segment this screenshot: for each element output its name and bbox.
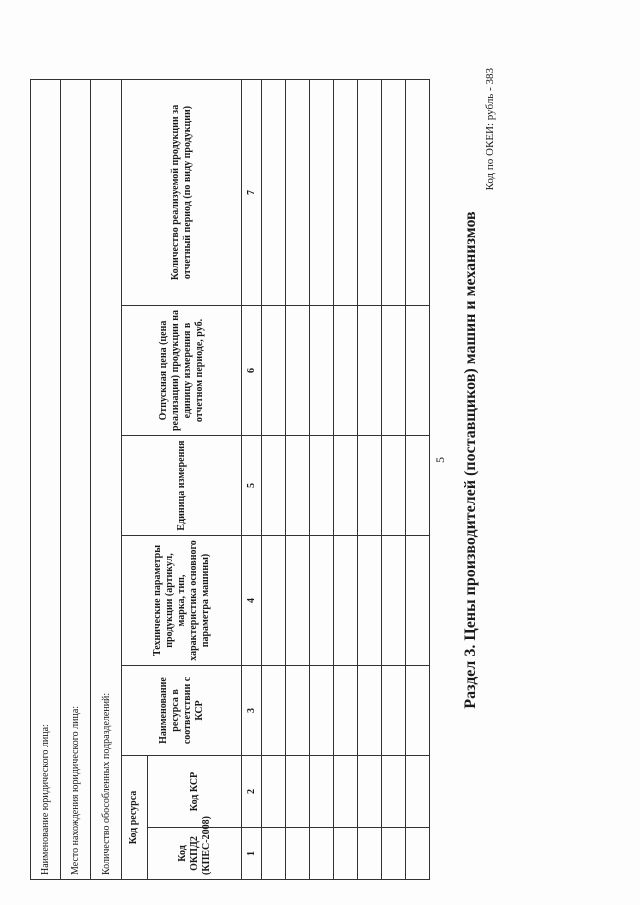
data-cell[interactable] [358, 79, 382, 305]
column-number: 4 [242, 536, 262, 666]
resource-name-header: Наименование ресурса в соответствии с КСР [121, 666, 242, 756]
data-cell[interactable] [358, 436, 382, 536]
column-number: 2 [242, 756, 262, 828]
rotated-sheet [30, 30, 590, 890]
data-cell[interactable] [262, 536, 286, 666]
data-cell[interactable] [310, 756, 334, 828]
data-row [358, 79, 382, 879]
resource-code-group-header: Код ресурса [121, 756, 147, 880]
data-cell[interactable] [405, 828, 429, 880]
data-cell[interactable] [286, 536, 310, 666]
data-cell[interactable] [381, 306, 405, 436]
okei-unit-code: Код по ОКЕИ: рубль - 383 [484, 68, 496, 191]
column-number: 7 [242, 79, 262, 305]
location-label: Место нахождения юридического лица: [61, 79, 91, 879]
data-row [286, 79, 310, 879]
data-cell[interactable] [262, 666, 286, 756]
price-form-table [30, 79, 430, 880]
tech-params-header: Технические параметры продукции (артикул, марка, тип, характеристика основного параметра машины) [121, 536, 242, 666]
data-cell[interactable] [405, 666, 429, 756]
data-cell[interactable] [310, 536, 334, 666]
data-cell[interactable] [334, 756, 358, 828]
data-cell[interactable] [334, 536, 358, 666]
branches-label: Количество обособленных подразделений: [91, 79, 121, 879]
data-row [334, 79, 358, 879]
data-cell[interactable] [310, 666, 334, 756]
page-number: 5 [433, 457, 447, 463]
info-row-branches [91, 79, 121, 879]
data-cell[interactable] [310, 436, 334, 536]
legal-name-label: Наименование юридического лица: [31, 79, 61, 879]
data-row [381, 79, 405, 879]
data-cell[interactable] [286, 828, 310, 880]
data-cell[interactable] [381, 828, 405, 880]
data-cell[interactable] [381, 536, 405, 666]
data-cell[interactable] [358, 666, 382, 756]
data-cell[interactable] [358, 306, 382, 436]
data-cell[interactable] [381, 436, 405, 536]
column-number: 6 [242, 306, 262, 436]
data-cell[interactable] [405, 79, 429, 305]
quantity-header: Количество реализуемой продукции за отчетный период (по виду продукции) [121, 79, 242, 305]
data-cell[interactable] [262, 828, 286, 880]
data-cell[interactable] [286, 436, 310, 536]
data-cell[interactable] [405, 306, 429, 436]
price-header: Отпускная цена (цена реализации) продукции на единицу измерения в отчетном периоде, руб. [121, 306, 242, 436]
column-number-row [242, 79, 262, 879]
data-cell[interactable] [310, 79, 334, 305]
data-cell[interactable] [262, 79, 286, 305]
data-cell[interactable] [262, 756, 286, 828]
unit-header: Единица измерения [121, 436, 242, 536]
data-cell[interactable] [334, 436, 358, 536]
data-cell[interactable] [310, 306, 334, 436]
data-cell[interactable] [334, 79, 358, 305]
column-number: 5 [242, 436, 262, 536]
data-cell[interactable] [381, 756, 405, 828]
data-cell[interactable] [286, 756, 310, 828]
data-cell[interactable] [405, 756, 429, 828]
data-row [262, 79, 286, 879]
info-row-location [61, 79, 91, 879]
column-number: 3 [242, 666, 262, 756]
data-cell[interactable] [405, 436, 429, 536]
data-cell[interactable] [381, 79, 405, 305]
data-row [310, 79, 334, 879]
header-row-1 [121, 79, 147, 879]
data-cell[interactable] [286, 306, 310, 436]
data-cell[interactable] [262, 306, 286, 436]
data-cell[interactable] [286, 666, 310, 756]
data-cell[interactable] [405, 536, 429, 666]
ksr-code-header: Код КСР [147, 756, 242, 828]
section-title: Раздел 3. Цены производителей (поставщиков) машин и механизмов [462, 211, 479, 709]
data-cell[interactable] [358, 536, 382, 666]
data-cell[interactable] [358, 828, 382, 880]
data-cell[interactable] [334, 666, 358, 756]
okpd2-header: Код ОКПД2 (КПЕС-2008) [147, 828, 242, 880]
info-row-legal-name [31, 79, 61, 879]
data-cell[interactable] [358, 756, 382, 828]
data-row [405, 79, 429, 879]
column-number: 1 [242, 828, 262, 880]
data-cell[interactable] [381, 666, 405, 756]
data-cell[interactable] [286, 79, 310, 305]
data-cell[interactable] [310, 828, 334, 880]
data-cell[interactable] [262, 436, 286, 536]
data-cell[interactable] [334, 828, 358, 880]
data-cell[interactable] [334, 306, 358, 436]
